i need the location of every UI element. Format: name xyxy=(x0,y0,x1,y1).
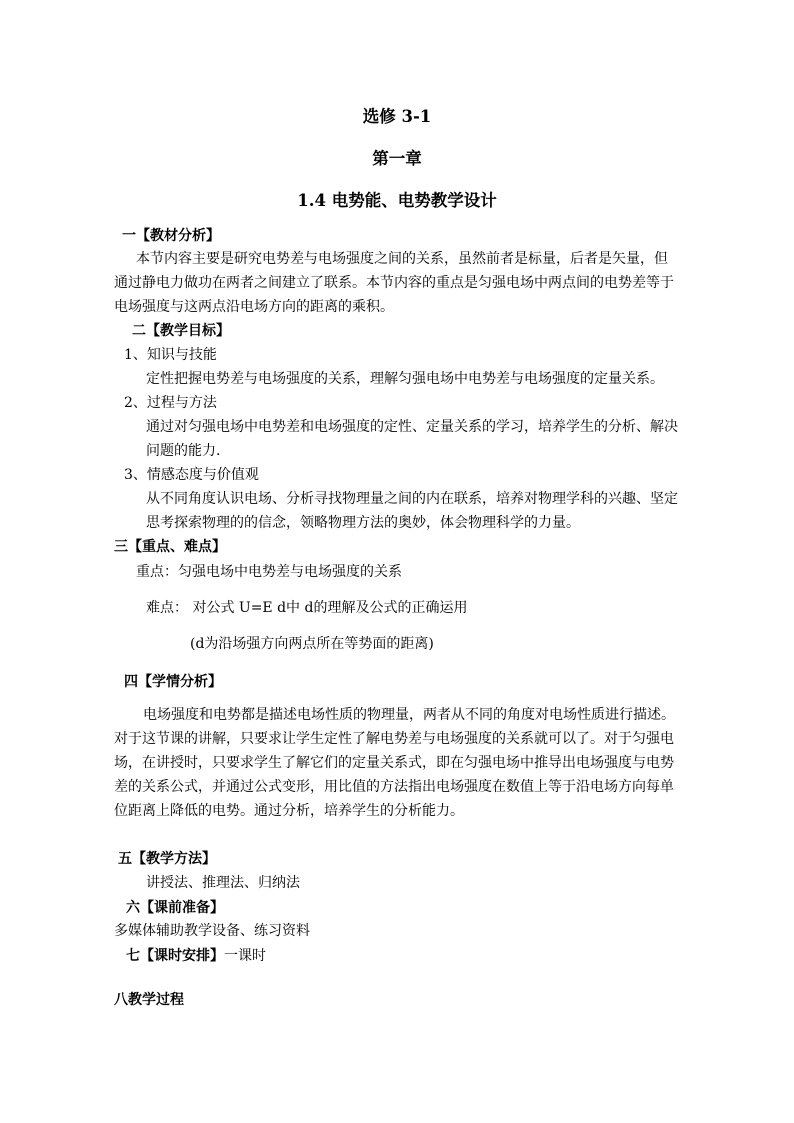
section-heading-preparation: 六【课前准备】 xyxy=(126,900,224,916)
difficult-point-text: 难点： 对公式 U=E d中 d的理解及公式的正确运用 xyxy=(146,600,468,616)
section-heading-teaching-process: 八教学过程 xyxy=(114,992,184,1008)
paragraph-line: 思考探索物理的的信念，领略物理方法的奥妙，体会物理科学的力量。 xyxy=(146,515,580,531)
list-item: 3、情感态度与价值观 xyxy=(124,467,259,483)
paragraph-line: 本节内容主要是研究电势差与电场强度之间的关系，虽然前者是标量，后者是矢量，但 xyxy=(136,251,668,267)
paragraph-line: 电场强度与这两点沿电场方向的距离的乘积。 xyxy=(114,299,394,315)
section-heading-student-analysis: 四【学情分析】 xyxy=(124,674,222,690)
paragraph-line: 差的关系公式，并通过公式变形，用比值的方法指出电场强度在数值上等于沿电场方向每单 xyxy=(114,779,674,795)
section-heading-schedule xyxy=(126,946,266,966)
paragraph-line: 位距离上降低的电势。通过分析，培养学生的分析能力。 xyxy=(114,803,464,819)
paragraph-line: 场，在讲授时，只要求学生了解它们的定量关系式，即在匀强电场中推导出电场强度与电势 xyxy=(114,755,674,771)
paragraph-line: 通过对匀强电场中电势差和电场强度的定性、定量关系的学习，培养学生的分析、解决 xyxy=(146,419,678,435)
paragraph-line: 讲授法、推理法、归纳法 xyxy=(146,875,300,891)
paragraph-line: 多媒体辅助教学设备、练习资料 xyxy=(114,923,310,939)
key-point-text: 重点：匀强电场中电势差与电场强度的关系 xyxy=(136,564,402,580)
paragraph-line: 通过静电力做功在两者之间建立了联系。本节内容的重点是匀强电场中两点间的电势差等于 xyxy=(114,275,674,291)
list-item: 2、过程与方法 xyxy=(124,395,217,411)
paragraph-line: 对于这节课的讲解，只要求让学生定性了解电势差与电场强度的关系就可以了。对于匀强电 xyxy=(114,731,674,747)
list-item: 1、知识与技能 xyxy=(124,347,217,363)
section-heading-key-points: 三【重点、难点】 xyxy=(114,539,226,555)
paragraph-line: 问题的能力. xyxy=(146,443,221,459)
paragraph-line: 电场强度和电势都是描述电场性质的物理量，两者从不同的角度对电场性质进行描述。 xyxy=(143,707,675,723)
paragraph-line: 定性把握电势差与电场强度的关系，理解匀强电场中电势差与电场强度的定量关系。 xyxy=(146,371,664,387)
schedule-text: 一课时 xyxy=(224,948,266,964)
note-text: (d为沿场强方向两点所在等势面的距离) xyxy=(190,636,434,652)
document-title: 选修 3-1 xyxy=(362,107,432,126)
paragraph-line: 从不同角度认识电场、分析寻找物理量之间的内在联系，培养对物理学科的兴趣、坚定 xyxy=(146,491,678,507)
section-heading-teaching-methods: 五【教学方法】 xyxy=(118,851,216,867)
section-heading-material-analysis: 一【教材分析】 xyxy=(122,228,220,244)
lesson-title: 1.4 电势能、电势教学设计 xyxy=(297,191,497,210)
section-heading-teaching-goals: 二【教学目标】 xyxy=(132,323,230,339)
schedule-heading: 七【课时安排】 xyxy=(126,948,224,964)
chapter-title: 第一章 xyxy=(372,149,422,168)
